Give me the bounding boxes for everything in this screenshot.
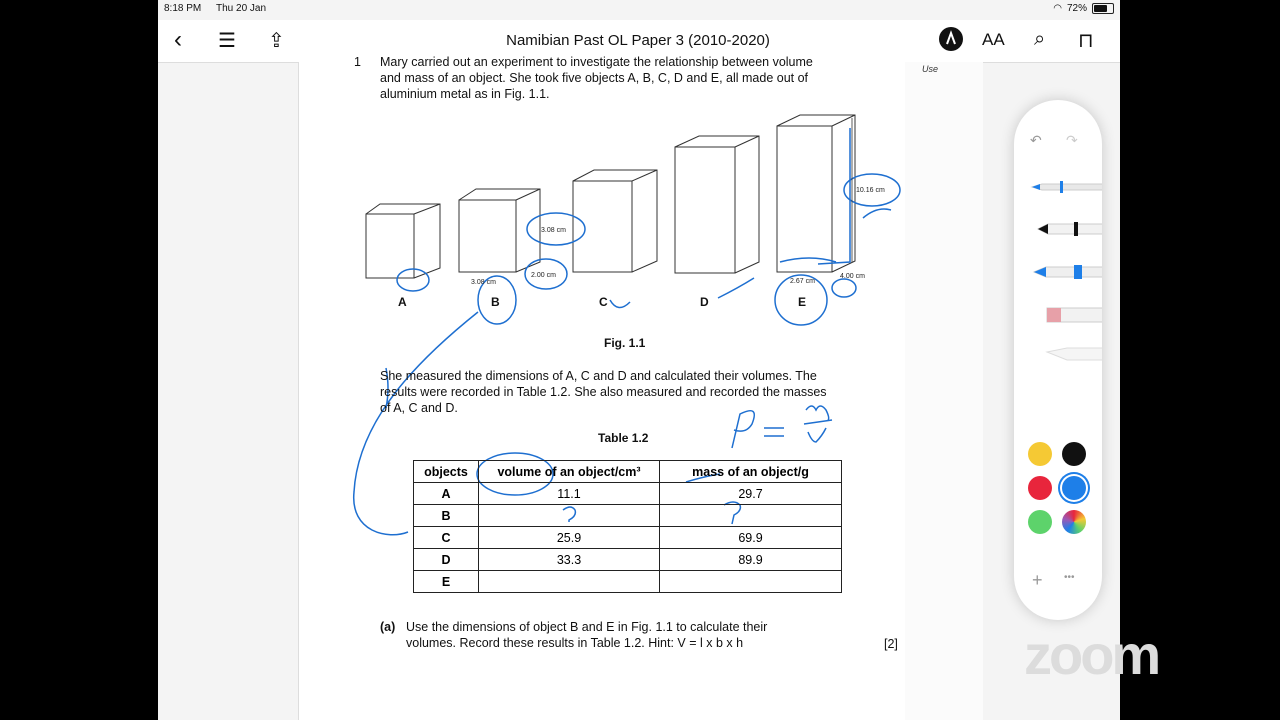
more-options-button[interactable]: •••: [1064, 572, 1075, 583]
question-number: 1: [354, 55, 361, 69]
header-volume: volume of an object/cm³: [479, 461, 660, 483]
undo-button[interactable]: ↶: [1030, 132, 1042, 148]
drawing-tools[interactable]: [1022, 172, 1102, 372]
intro-line-1: Mary carried out an experiment to investigate the relationship between volume: [380, 55, 813, 69]
row-mass: 69.9: [660, 527, 842, 549]
search-icon[interactable]: ⌕: [1034, 28, 1046, 50]
dim-e-depth: 4.00 cm: [840, 273, 865, 280]
row-volume: [479, 505, 660, 527]
part-a-line-1: Use the dimensions of object B and E in Fig. 1.1 to calculate their: [406, 620, 768, 634]
share-icon[interactable]: ⇪: [268, 30, 285, 52]
part-a-label: (a): [380, 620, 396, 634]
para2-line-2: results were recorded in Table 1.2. She also measured and recorded the masses: [380, 385, 827, 399]
figure-1-1: [158, 0, 1120, 720]
results-table: [413, 460, 842, 593]
header-objects: objects: [414, 461, 479, 483]
row-mass: [660, 571, 842, 593]
markup-tool-palette: [1014, 100, 1102, 620]
table-row: [414, 483, 842, 505]
dim-e-width: 2.67 cm: [790, 278, 815, 285]
row-object: E: [414, 571, 479, 593]
para2-line-1: She measured the dimensions of A, C and D and calculated their volumes. The: [380, 369, 817, 383]
back-chevron-icon[interactable]: ‹: [174, 26, 182, 53]
object-label-a: A: [398, 295, 407, 309]
table-row: [414, 571, 842, 593]
row-volume: 25.9: [479, 527, 660, 549]
dim-b-depth: 2.00 cm: [531, 272, 556, 279]
row-object: A: [414, 483, 479, 505]
wifi-icon: ◠: [1053, 3, 1062, 14]
margin-use-label: Use: [922, 64, 939, 74]
row-mass: 89.9: [660, 549, 842, 571]
add-tool-button[interactable]: +: [1032, 570, 1043, 590]
row-object: D: [414, 549, 479, 571]
part-a-marks: [2]: [884, 637, 898, 651]
color-picker-wheel[interactable]: [1062, 510, 1086, 534]
row-mass: 29.7: [660, 483, 842, 505]
table-header-row: [414, 461, 842, 483]
dim-e-height: 10.16 cm: [856, 187, 885, 194]
header-mass: mass of an object/g: [660, 461, 842, 483]
marker-tool-icon: [1038, 222, 1102, 236]
dim-b-width: 3.08 cm: [471, 279, 496, 286]
part-a-line-2: volumes. Record these results in Table 1.2. Hint: V = l x b x h: [406, 636, 744, 650]
pencil-tool-icon: [1034, 265, 1102, 279]
para2-line-3: of A, C and D.: [380, 401, 458, 415]
object-label-e: E: [798, 295, 807, 309]
object-label-d: D: [700, 295, 709, 309]
color-blue-selected[interactable]: [1062, 476, 1086, 500]
color-red[interactable]: [1028, 476, 1052, 500]
color-yellow[interactable]: [1028, 442, 1052, 466]
table-row: [414, 505, 842, 527]
status-date: Thu 20 Jan: [216, 3, 267, 14]
row-volume: [479, 571, 660, 593]
status-time: 8:18 PM: [164, 3, 202, 14]
redo-button[interactable]: ↷: [1066, 132, 1078, 148]
object-label-c: C: [599, 295, 608, 309]
row-volume: 33.3: [479, 549, 660, 571]
intro-line-3: aluminium metal as in Fig. 1.1.: [380, 87, 550, 101]
row-volume: 11.1: [479, 483, 660, 505]
bookmark-icon[interactable]: ⊓: [1078, 30, 1094, 52]
object-label-b: B: [491, 295, 500, 309]
lasso-tool-icon: [1047, 348, 1102, 360]
dim-b-height: 3.08 cm: [541, 227, 566, 234]
table-of-contents-icon[interactable]: ☰: [218, 30, 236, 52]
document-title: Namibian Past OL Paper 3 (2010-2020): [506, 32, 770, 49]
text-size-button[interactable]: AA: [982, 30, 1005, 49]
intro-line-2: and mass of an object. She took five objects A, B, C, D and E, all made out of: [380, 71, 809, 85]
color-green[interactable]: [1028, 510, 1052, 534]
pen-tool-icon: [1032, 181, 1102, 193]
ipad-screen: [158, 0, 1120, 720]
row-object: B: [414, 505, 479, 527]
zoom-watermark: zoom: [1024, 623, 1159, 686]
battery-percent: 72%: [1066, 3, 1087, 14]
table-title: Table 1.2: [598, 431, 649, 445]
eraser-tool-icon: [1047, 308, 1102, 322]
table-row: [414, 549, 842, 571]
figure-caption: Fig. 1.1: [604, 336, 646, 350]
row-mass: [660, 505, 842, 527]
table-row: [414, 527, 842, 549]
row-object: C: [414, 527, 479, 549]
color-black[interactable]: [1062, 442, 1086, 466]
